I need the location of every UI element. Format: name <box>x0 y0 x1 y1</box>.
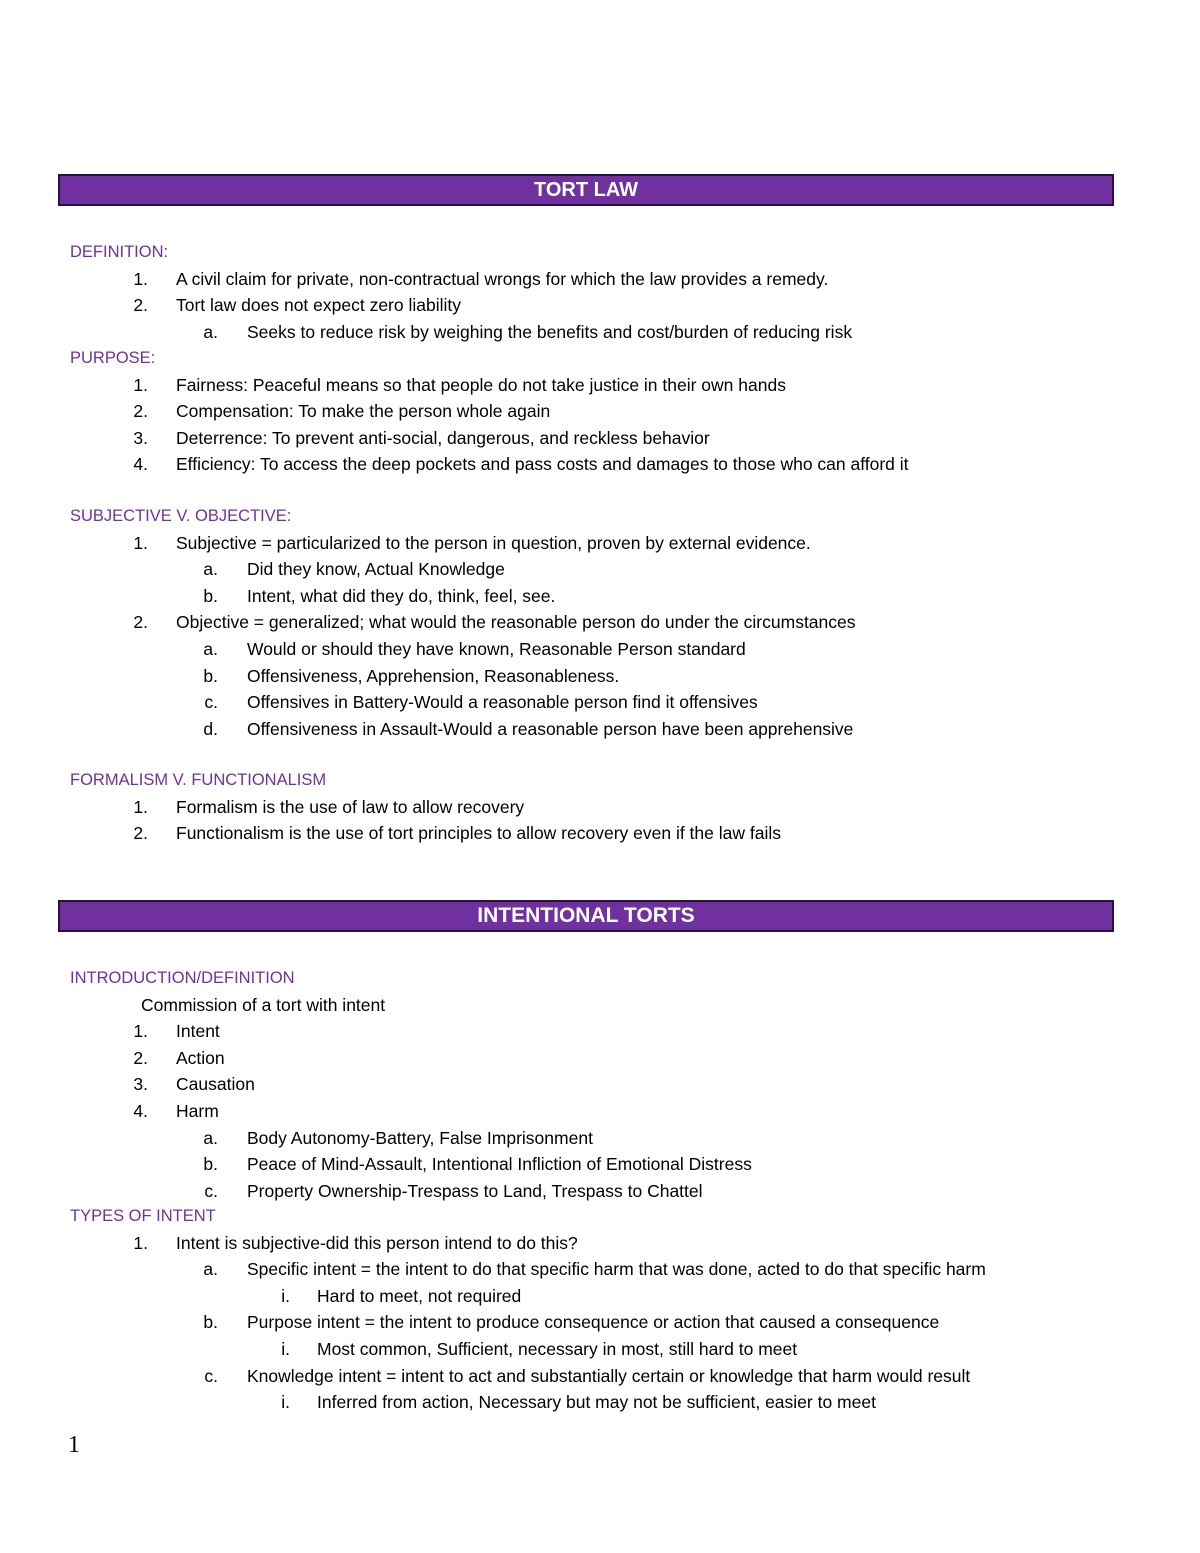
list-item: a. Seeks to reduce risk by weighing the benefits and cost/burden of reducing risk <box>203 321 853 342</box>
list-item: a. Did they know, Actual Knowledge <box>203 559 505 580</box>
definition-section <box>70 239 1150 345</box>
introduction-section <box>70 965 1150 1204</box>
list-item: b. Purpose intent = the intent to produce consequence or action that caused a consequence <box>203 1312 940 1333</box>
list-item: 4. Efficiency: To access the deep pockets and pass costs and damages to those who can afford it <box>133 454 909 475</box>
list-item: c. Property Ownership-Trespass to Land, Trespass to Chattel <box>204 1180 703 1201</box>
formalism-heading: FORMALISM V. FUNCTIONALISM <box>70 771 327 789</box>
tort-law-title: TORT LAW <box>533 178 639 201</box>
tort-law-banner <box>58 174 1114 206</box>
introduction-lead: Commission of a tort with intent <box>141 994 386 1015</box>
list-item: a. Body Autonomy-Battery, False Imprisonment <box>203 1127 593 1148</box>
list-item: c. Knowledge intent = intent to act and substantially certain or knowledge that harm would result <box>204 1365 971 1386</box>
introduction-heading: INTRODUCTION/DEFINITION <box>70 969 295 987</box>
list-item: 2. Tort law does not expect zero liability <box>133 295 461 316</box>
intentional-torts-banner <box>58 900 1114 932</box>
list-item: 3. Causation <box>133 1074 255 1095</box>
list-item: c. Offensives in Battery-Would a reasonable person find it offensives <box>204 692 758 713</box>
list-item: 4. Harm <box>133 1100 219 1121</box>
purpose-heading: PURPOSE: <box>70 349 156 367</box>
page-number: 1 <box>68 1432 80 1458</box>
list-item: 2. Objective = generalized; what would the reasonable person do under the circumstances <box>133 612 856 633</box>
list-item: b. Offensiveness, Apprehension, Reasonableness. <box>203 665 620 686</box>
list-item: i. Hard to meet, not required <box>281 1285 522 1306</box>
definition-heading: DEFINITION: <box>70 243 169 261</box>
list-item: 1. Intent is subjective-did this person intend to do this? <box>133 1232 578 1253</box>
list-item: i. Most common, Sufficient, necessary in most, still hard to meet <box>281 1338 798 1359</box>
list-item: 2. Functionalism is the use of tort principles to allow recovery even if the law fails <box>133 823 781 844</box>
list-item: 1. A civil claim for private, non-contractual wrongs for which the law provides a remedy. <box>133 268 829 289</box>
formalism-section <box>70 767 1150 847</box>
types-of-intent-heading: TYPES OF INTENT <box>70 1207 216 1225</box>
list-item: b. Intent, what did they do, think, feel, see. <box>203 585 556 606</box>
list-item: a. Specific intent = the intent to do that specific harm that was done, acted to do that specific harm <box>203 1259 986 1280</box>
list-item: 1. Formalism is the use of law to allow recovery <box>133 796 525 817</box>
list-item: 3. Deterrence: To prevent anti-social, dangerous, and reckless behavior <box>133 427 710 448</box>
list-item: 1. Fairness: Peaceful means so that people do not take justice in their own hands <box>133 374 786 395</box>
list-item: i. Inferred from action, Necessary but may not be sufficient, easier to meet <box>281 1392 876 1413</box>
purpose-section <box>70 345 1150 478</box>
list-item: 2. Action <box>133 1047 225 1068</box>
types-of-intent-section <box>70 1203 1150 1416</box>
list-item: d. Offensiveness in Assault-Would a reasonable person have been apprehensive <box>203 718 854 739</box>
list-item: b. Peace of Mind-Assault, Intentional Infliction of Emotional Distress <box>203 1154 752 1175</box>
list-item: 1. Intent <box>133 1021 220 1042</box>
subjective-objective-section <box>70 503 1150 742</box>
subjective-objective-heading: SUBJECTIVE V. OBJECTIVE: <box>70 507 292 525</box>
list-item: 1. Subjective = particularized to the person in question, proven by external evidence. <box>133 532 811 553</box>
list-item: a. Would or should they have known, Reasonable Person standard <box>203 638 746 659</box>
intentional-torts-title: INTENTIONAL TORTS <box>477 904 695 927</box>
list-item: 2. Compensation: To make the person whole again <box>133 401 551 422</box>
